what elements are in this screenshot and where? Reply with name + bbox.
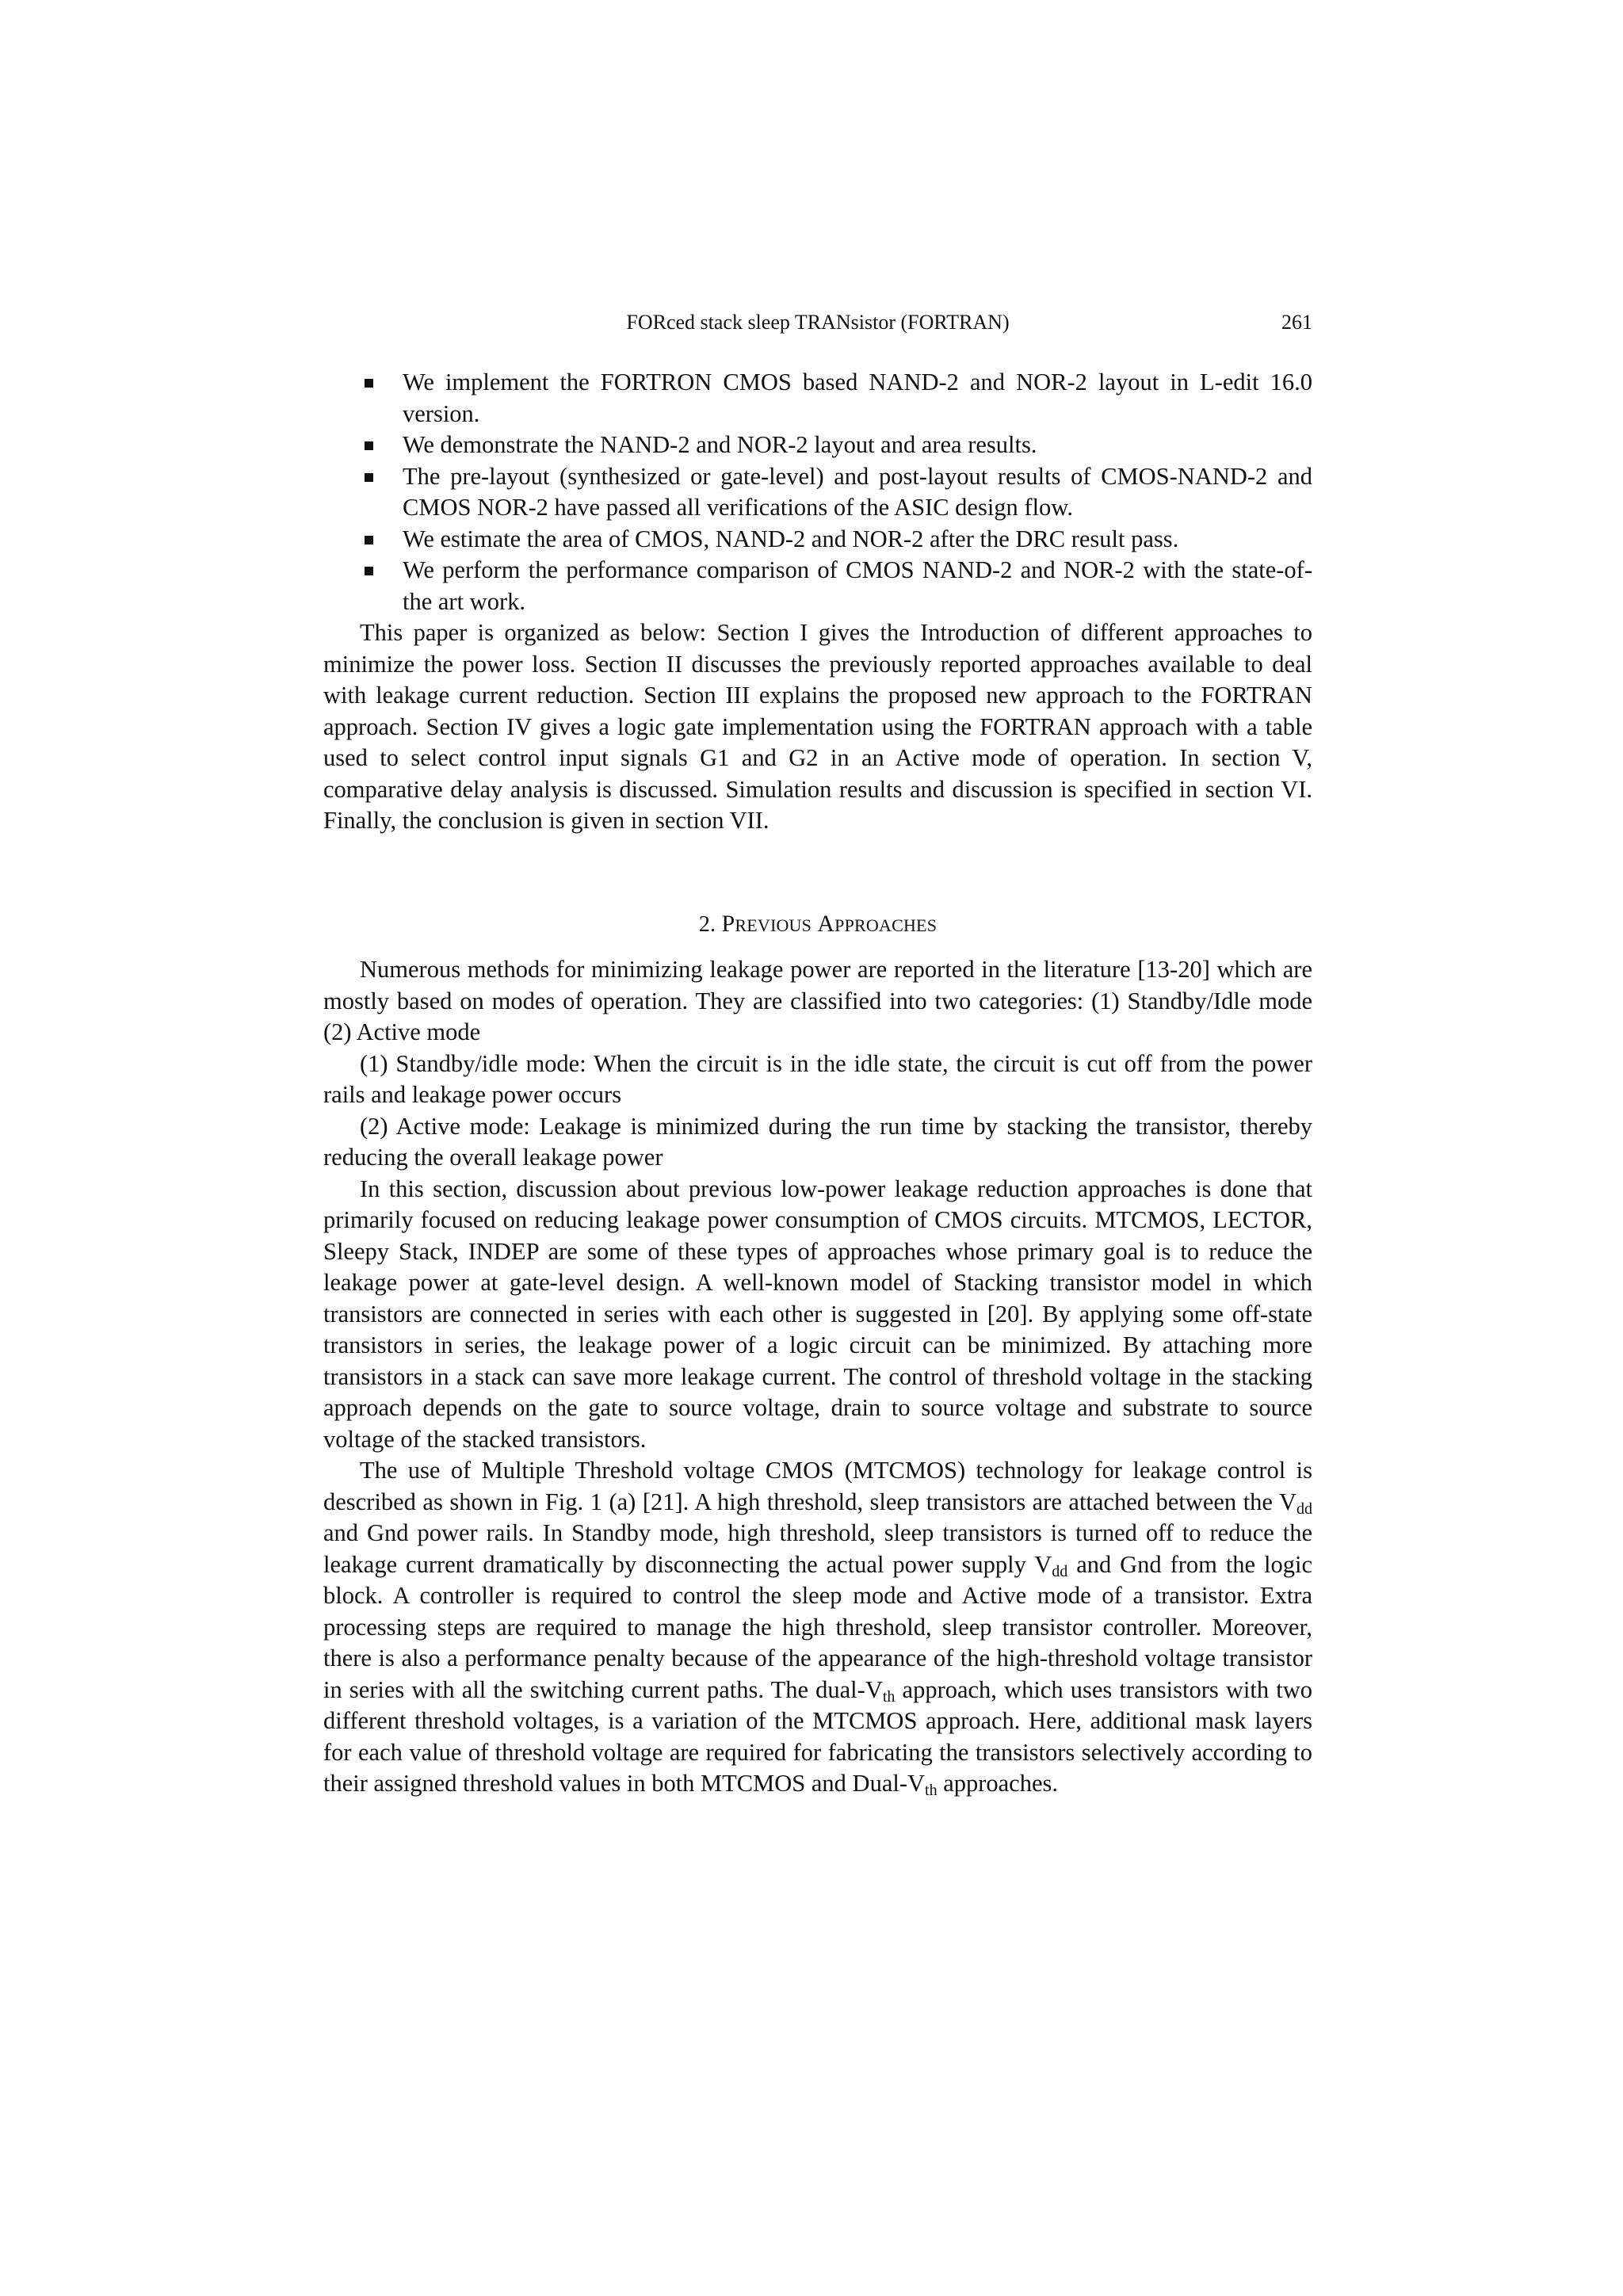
subscript-dd: dd	[1296, 1499, 1312, 1518]
organization-paragraph: This paper is organized as below: Section I gives the Introduction of different approaches to minimize the power loss. Section II discusses the previously reported approaches available to deal with leakage current reduction. Section III explains the proposed new approach to the FORTRAN approach. Section IV gives a logic gate implementation using the FORTRAN approach with a table used to select control input signals G1 and G2 in an Active mode of operation. In section V, comparative delay analysis is discussed. Simulation results and discussion is specified in section VI. Finally, the conclusion is given in section VII.	[323, 619, 1312, 834]
paragraph-standby-mode: (1) Standby/idle mode: When the circuit is in the idle state, the circuit is cut off from the power rails and leakage power occurs	[323, 1049, 1312, 1108]
page-number: 261	[1281, 311, 1312, 334]
page-body	[323, 367, 1312, 1800]
subscript-th: th	[882, 1687, 896, 1706]
running-title: FORced stack sleep TRANsistor (FORTRAN)	[626, 311, 1010, 334]
subscript-th: th	[925, 1782, 938, 1799]
paragraph-mtcmos: The use of Multiple Threshold voltage CMOS (MTCMOS) technology for leakage control is described as shown in Fig. 1 (a) [21]. A high threshold, sleep transistors are attached between the $V_{dd}$ and Gnd power rails. In Standby mode, high threshold, sleep transistors is turned off to reduce the leakage current dramatically by disconnecting the actual power supply $V_{dd}$ and Gnd from the logic block. A controller is required to control the sleep mode and Active mode of a transistor. Extra processing steps are required to manage the high threshold, sleep transistor controller. Moreover, there is also a performance penalty because of the appearance of the high-threshold voltage transistor in series with all the switching current paths. The dual-$V_{th}$ approach, which uses transistors with two different threshold voltages, is a variation of the MTCMOS approach. Here, additional mask layers for each value of threshold voltage are required for fabricating the transistors selectively according to their assigned threshold values in both MTCMOS and Dual-$V_{th}$ approaches.	[323, 1457, 1312, 1799]
section-number: 2.	[698, 911, 716, 937]
list-item: We demonstrate the NAND-2 and NOR-2 layout and area results.	[323, 430, 1312, 461]
paragraph-previous-approaches: In this section, discussion about previous low-power leakage reduction approaches is done that primarily focused on reducing leakage power consumption of CMOS circuits. MTCMOS, LECTOR, Sleepy Stack, INDEP are some of these types of approaches whose primary goal is to reduce the leakage power at gate-level design. A well-known model of Stacking transistor model in which transistors are connected in series with each other is suggested in [20]. By applying some off-state transistors in series, the leakage power of a logic circuit can be minimized. By attaching more transistors in a stack can save more leakage current. The control of threshold voltage in the stacking approach depends on the gate to source voltage, drain to source voltage and substrate to source voltage of the stacked transistors.	[323, 1175, 1312, 1453]
subscript-dd: dd	[1052, 1562, 1068, 1580]
list-item: We estimate the area of CMOS, NAND-2 and NOR-2 after the DRC result pass.	[323, 524, 1312, 556]
paragraph-active-mode: (2) Active mode: Leakage is minimized during the run time by stacking the transistor, thereby reducing the overall leakage power	[323, 1112, 1312, 1171]
list-item: The pre-layout (synthesized or gate-level) and post-layout results of CMOS-NAND-2 and CMOS NOR-2 have passed all verifications of the ASIC design flow.	[323, 461, 1312, 524]
list-item: We perform the performance comparison of CMOS NAND-2 and NOR-2 with the state-of-the art work.	[323, 555, 1312, 617]
contribution-list	[323, 367, 1312, 617]
list-item: We implement the FORTRON CMOS based NAND-2 and NOR-2 layout in L-edit 16.0 version.	[323, 367, 1312, 430]
paragraph-methods: Numerous methods for minimizing leakage power are reported in the literature [13-20] which are mostly based on modes of operation. They are classified into two categories: (1) Standby/Idle mode (2) Active mode	[323, 956, 1312, 1045]
section-heading: 2. PREVIOUS APPROACHES	[698, 910, 938, 937]
running-header	[323, 307, 1312, 338]
